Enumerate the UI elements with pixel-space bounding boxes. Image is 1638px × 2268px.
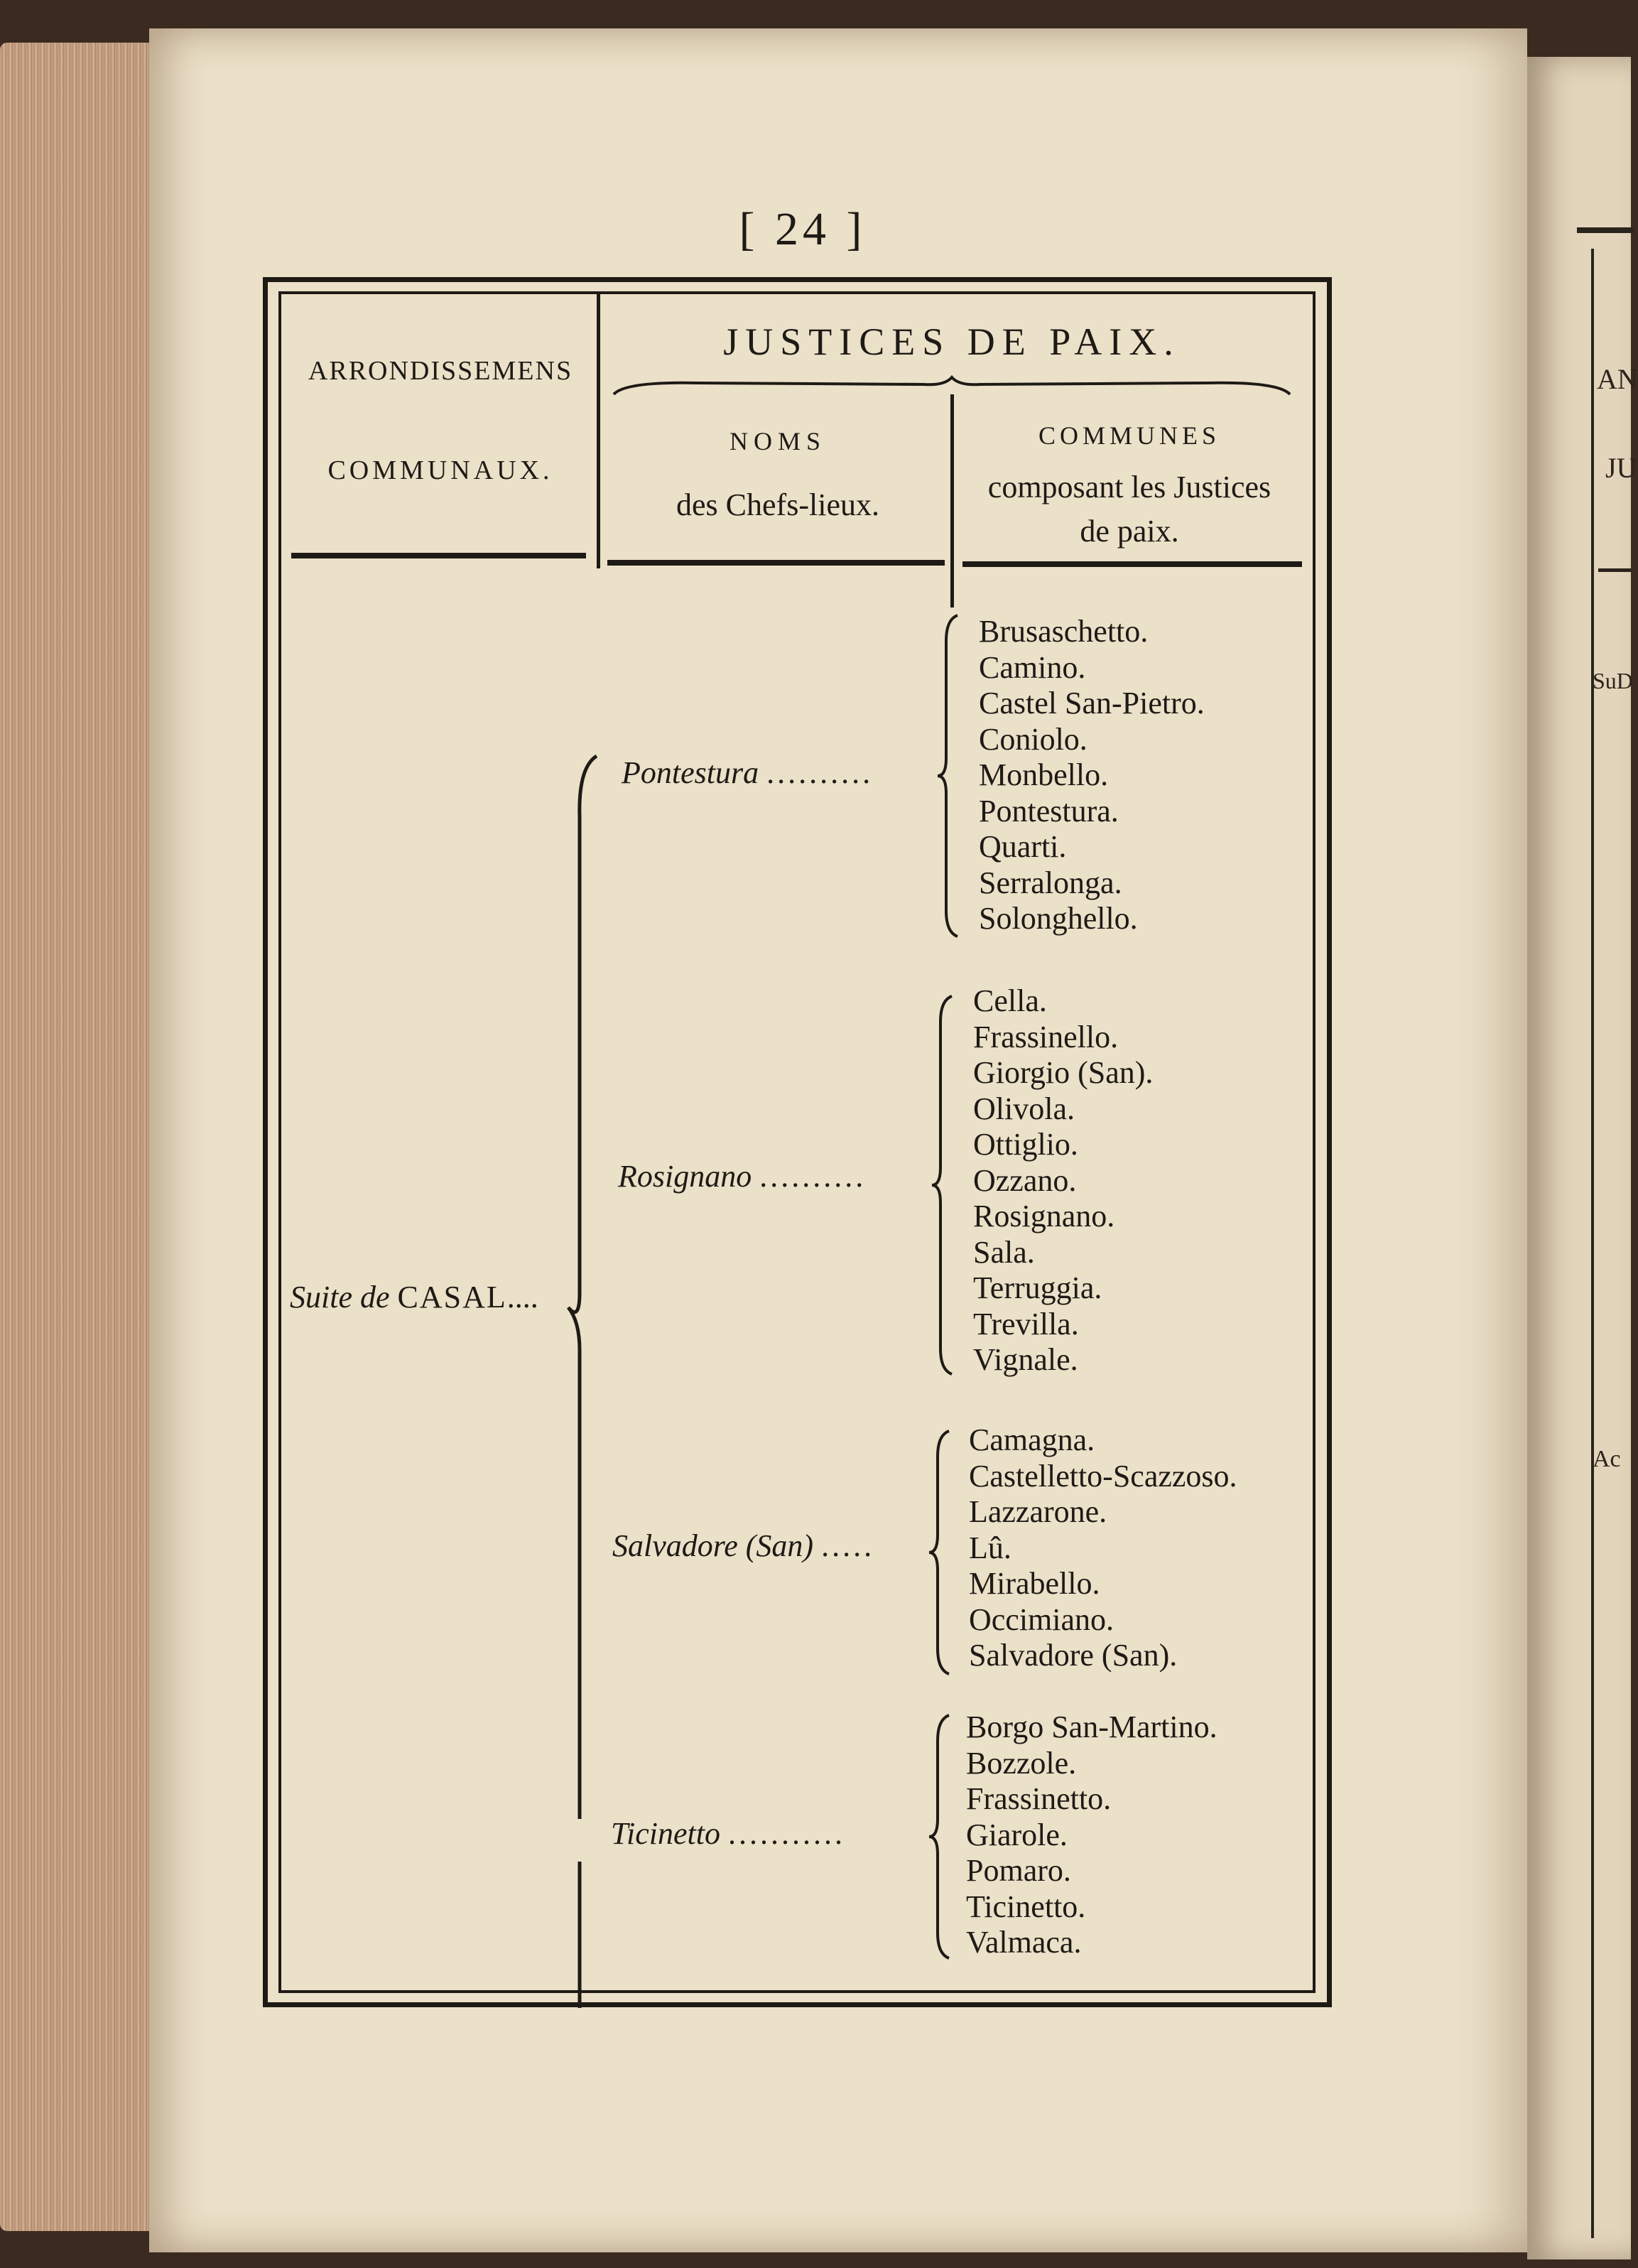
next-page-edge <box>1527 57 1638 2259</box>
page-number: [ 24 ] <box>739 203 867 255</box>
chef-lieu-name: Ticinetto <box>611 1816 720 1851</box>
commune-item: Borgo San-Martino. <box>966 1710 1217 1744</box>
commune-item: Camagna. <box>969 1422 1095 1457</box>
commune-item: Trevilla. <box>973 1306 1079 1341</box>
header-communaux: COMMUNAUX. <box>327 455 553 485</box>
commune-item: Mirabello. <box>969 1566 1100 1601</box>
next-page-fragment: Ac <box>1593 1446 1621 1472</box>
header-rule-col1 <box>291 553 586 558</box>
header-composant-line1: composant les Justices <box>987 470 1271 504</box>
next-page-fragment: AN <box>1597 363 1638 395</box>
chef-lieu-pontestura <box>622 755 873 791</box>
arrondissement-name: CASAL <box>397 1280 507 1314</box>
header-composant-line2: de paix. <box>1080 514 1179 549</box>
commune-item: Sala. <box>973 1234 1035 1270</box>
commune-item: Serralonga. <box>979 865 1122 900</box>
commune-item: Terruggia. <box>973 1270 1102 1305</box>
commune-list-pontestura <box>979 614 1205 937</box>
commune-item: Giarole. <box>966 1817 1068 1852</box>
header-noms: NOMS <box>729 427 827 455</box>
header-arrondissemens: ARRONDISSEMENS <box>308 356 573 386</box>
chef-lieu-ticinetto <box>611 1815 845 1852</box>
header-rule-col2 <box>607 560 945 566</box>
commune-item: Olivola. <box>973 1091 1075 1126</box>
commune-item: Coniolo. <box>979 721 1088 757</box>
arrondissement-dots: .... <box>506 1280 538 1314</box>
arrondissement-prefix: Suite de <box>290 1280 390 1314</box>
commune-item: Castelletto-Scazzoso. <box>969 1458 1237 1494</box>
next-page-rule <box>1598 568 1631 572</box>
chef-lieu-name: Salvadore (San) <box>612 1528 814 1563</box>
next-page-rule <box>1591 249 1594 2238</box>
column-divider-1 <box>597 291 600 568</box>
commune-item: Vignale. <box>973 1342 1078 1377</box>
commune-item: Ticinetto. <box>966 1889 1086 1924</box>
commune-item: Camino. <box>979 649 1086 685</box>
commune-list-ticinetto <box>966 1710 1217 1961</box>
commune-item: Salvadore (San). <box>969 1638 1178 1673</box>
commune-list-rosignano <box>973 983 1153 1378</box>
justices-group-brace <box>611 373 1293 401</box>
commune-item: Pomaro. <box>966 1853 1071 1888</box>
commune-item: Ottiglio. <box>973 1127 1078 1162</box>
commune-item: Lazzarone. <box>969 1494 1107 1529</box>
commune-item: Occimiano. <box>969 1602 1114 1637</box>
commune-item: Rosignano. <box>973 1199 1115 1233</box>
column-divider-2-lower <box>950 567 953 607</box>
commune-brace-ticinetto <box>928 1712 952 1961</box>
arrondissement-label <box>290 1279 538 1315</box>
commune-item: Frassinello. <box>973 1019 1119 1054</box>
header-communes: COMMUNES <box>1038 421 1221 450</box>
chef-lieu-salvadore <box>612 1528 874 1564</box>
chef-lieu-rosignano <box>618 1158 866 1194</box>
next-page-rule <box>1577 227 1634 233</box>
chef-lieu-dots: ..... <box>821 1528 875 1563</box>
chef-lieu-name: Rosignano <box>618 1159 752 1194</box>
chef-lieu-name: Pontestura <box>622 755 759 790</box>
next-page-fragment: SuD <box>1593 668 1633 693</box>
commune-item: Lû. <box>969 1530 1011 1565</box>
arrondissement-brace <box>565 753 601 2011</box>
commune-item: Frassinetto. <box>966 1781 1112 1816</box>
header-rule-col3 <box>962 561 1302 567</box>
commune-item: Monbello. <box>979 757 1109 792</box>
commune-item: Bozzole. <box>966 1745 1077 1781</box>
commune-list-salvadore <box>969 1422 1237 1674</box>
commune-item: Giorgio (San). <box>973 1055 1154 1090</box>
book-page-edges <box>0 43 163 2231</box>
commune-brace-salvadore <box>928 1428 952 1677</box>
header-composant <box>959 465 1300 554</box>
chef-lieu-dots: .......... <box>766 755 874 790</box>
commune-item: Castel San-Pietro. <box>979 686 1205 720</box>
next-page-fragment: JU <box>1605 452 1637 484</box>
commune-item: Quarti. <box>979 829 1067 864</box>
commune-brace-pontestura <box>936 612 960 939</box>
commune-item: Ozzano. <box>973 1162 1077 1198</box>
header-chefs-lieux: des Chefs-lieux. <box>676 487 879 522</box>
commune-item: Brusaschetto. <box>979 614 1149 649</box>
commune-brace-rosignano <box>931 993 955 1377</box>
commune-item: Solonghello. <box>979 901 1138 936</box>
chef-lieu-dots: .......... <box>759 1159 867 1194</box>
header-justices-de-paix: JUSTICES DE PAIX. <box>723 320 1181 363</box>
commune-item: Pontestura. <box>979 793 1119 828</box>
commune-item: Cella. <box>973 983 1047 1018</box>
commune-item: Valmaca. <box>966 1925 1082 1960</box>
chef-lieu-dots: ........... <box>728 1816 845 1851</box>
